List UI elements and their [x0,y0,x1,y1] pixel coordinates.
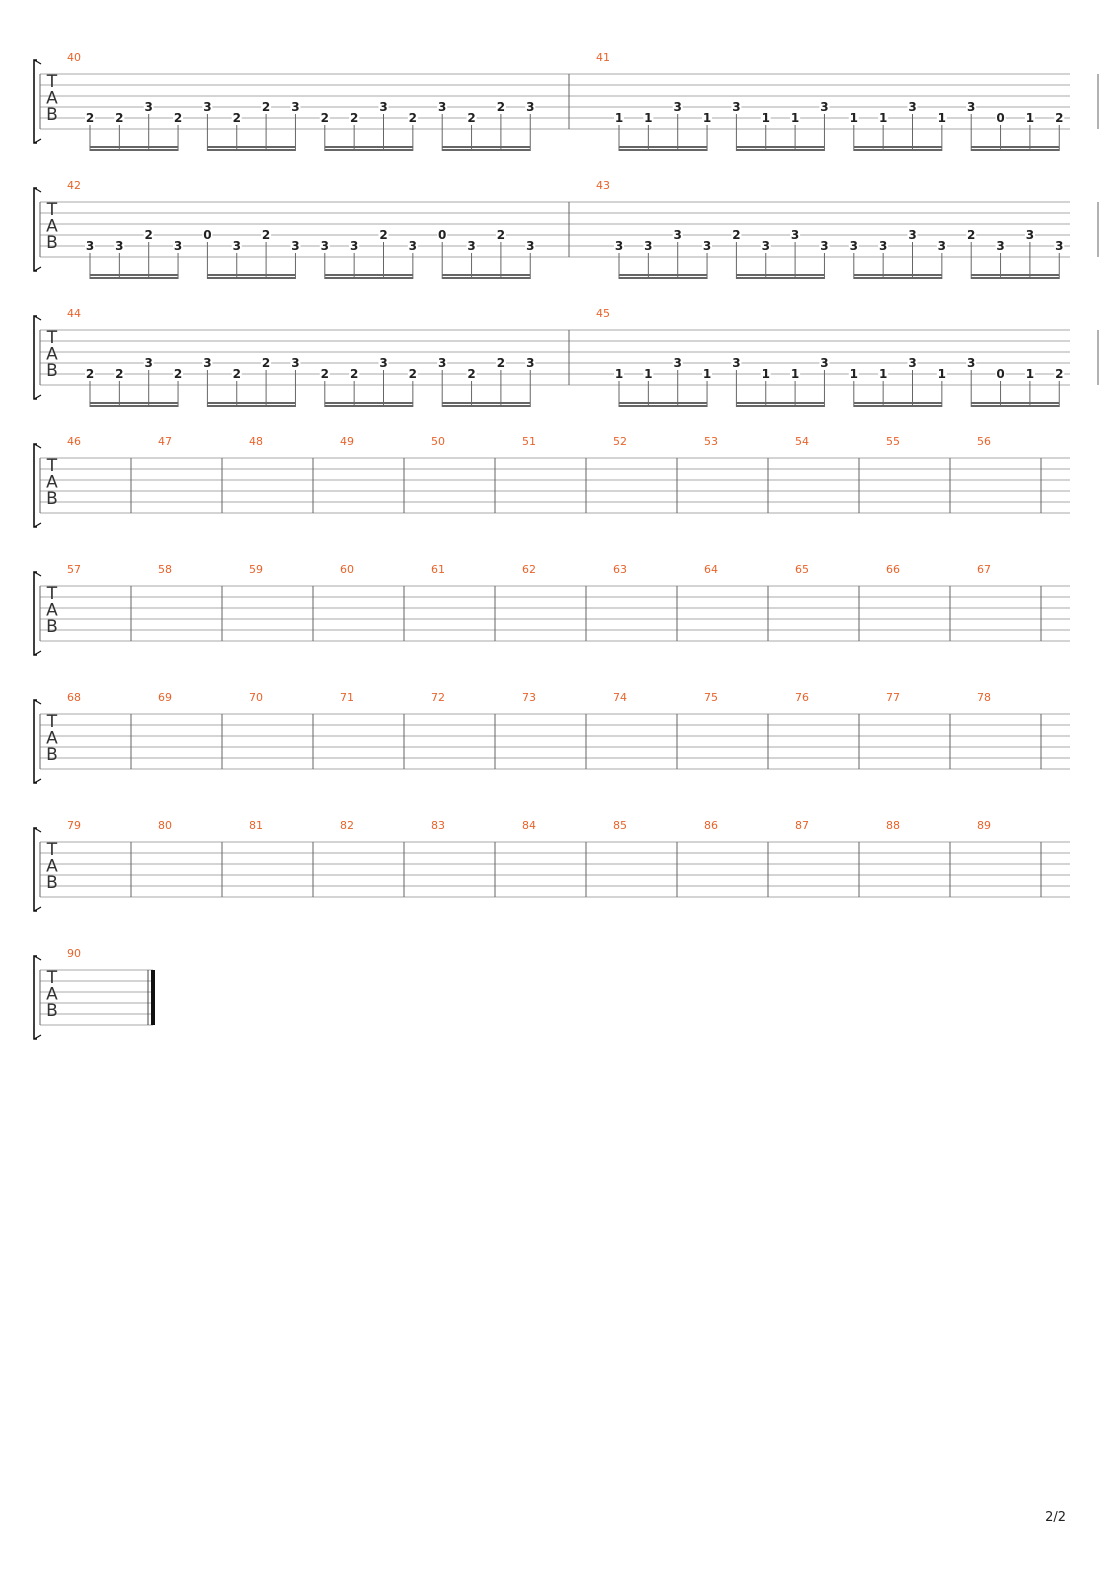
fret-number: 2 [144,228,153,242]
measure-number: 79 [67,819,81,832]
measure-number: 75 [704,691,718,704]
fret-number: 3 [291,239,300,253]
beam [854,405,942,407]
fret-number: 2 [379,228,388,242]
fret-number: 1 [790,111,800,125]
measure-number: 49 [340,435,354,448]
beam [325,274,413,276]
beam [736,149,824,151]
beam [442,149,530,151]
fret-number: 3 [908,356,917,370]
fret-number: 0 [203,228,212,242]
beam [619,405,707,407]
final-barline-thick [151,970,155,1025]
fret-number: 0 [996,111,1005,125]
measure-number: 78 [977,691,991,704]
fret-number: 3 [115,239,124,253]
measure-number: 63 [613,563,627,576]
measure-number: 42 [67,179,81,192]
beam [854,146,942,148]
tab-clef-letter: T [46,72,58,92]
fret-number: 1 [614,111,624,125]
measure-number: 41 [596,51,610,64]
beam [442,405,530,407]
measure-number: 68 [67,691,81,704]
fret-number: 2 [496,228,506,242]
fret-number: 1 [1025,111,1035,125]
fret-number: 2 [408,111,418,125]
fret-number: 2 [349,367,359,381]
tab-clef-letter: A [46,216,58,237]
fret-number: 1 [644,367,653,381]
measure-number: 72 [431,691,445,704]
system-bracket-bottom-hook [34,395,41,399]
measure-number: 90 [67,947,81,960]
fret-number: 3 [967,100,976,114]
system-bracket-bottom-hook [34,651,41,655]
fret-number: 3 [291,356,300,370]
system-bracket-bottom-hook [34,139,41,143]
tab-clef-letter: A [46,984,58,1005]
fret-number: 3 [849,239,858,253]
beam [854,149,942,151]
measure-number: 48 [249,435,263,448]
fret-number: 2 [467,111,476,125]
fret-number: 1 [702,111,712,125]
beam [442,277,530,279]
tab-clef-letter: T [46,712,58,732]
measure-number: 87 [795,819,809,832]
beam [325,405,413,407]
fret-number: 1 [878,111,888,125]
measure-number: 47 [158,435,172,448]
system-bracket-top-hook [34,828,41,832]
tab-clef-letter: B [46,617,58,637]
fret-number: 2 [115,367,124,381]
tab-clef-letter: B [46,873,58,893]
measure-number: 89 [977,819,991,832]
measure-number: 80 [158,819,172,832]
measure-number: 43 [596,179,610,192]
system-bracket-top-hook [34,316,41,320]
fret-number: 3 [937,239,947,253]
fret-number: 3 [732,356,741,370]
fret-number: 1 [849,111,858,125]
beam [90,402,178,404]
measure-number: 54 [795,435,809,448]
fret-number: 2 [496,100,506,114]
beam [207,277,295,279]
system-bracket [34,572,37,655]
tab-clef-letter: B [46,745,58,765]
measure-number: 52 [613,435,627,448]
measure-number: 66 [886,563,900,576]
system-bracket [34,444,37,527]
measure-number: 51 [522,435,536,448]
tab-clef-letter: A [46,472,58,493]
tab-clef-letter: T [46,840,58,860]
beam [325,402,413,404]
measure-number: 57 [67,563,81,576]
fret-number: 3 [526,100,535,114]
beam [442,274,530,276]
system-bracket-top-hook [34,572,41,576]
fret-number: 2 [115,111,124,125]
measure-number: 76 [795,691,809,704]
beam [442,402,530,404]
fret-number: 3 [967,356,976,370]
fret-number: 2 [173,111,183,125]
fret-number: 2 [85,111,95,125]
measure-number: 81 [249,819,263,832]
measure-number: 74 [613,691,627,704]
measure-number: 77 [886,691,900,704]
fret-number: 1 [702,367,712,381]
fret-number: 2 [261,228,271,242]
measure-number: 82 [340,819,354,832]
measure-number: 69 [158,691,172,704]
fret-number: 0 [996,367,1005,381]
fret-number: 3 [673,100,682,114]
fret-number: 2 [732,228,741,242]
fret-number: 3 [820,100,829,114]
tab-clef-letter: B [46,1001,58,1021]
beam [971,146,1059,148]
fret-number: 3 [996,239,1005,253]
fret-number: 2 [261,356,271,370]
fret-number: 2 [467,367,476,381]
beam [325,146,413,148]
beam [971,405,1059,407]
fret-number: 3 [144,100,153,114]
fret-number: 3 [291,100,300,114]
beam [971,274,1059,276]
fret-number: 1 [761,367,770,381]
measure-number: 40 [67,51,81,64]
beam [971,402,1059,404]
fret-number: 1 [849,367,858,381]
beam [736,274,824,276]
measure-number: 58 [158,563,172,576]
tab-clef-letter: B [46,489,58,509]
measure-number: 73 [522,691,536,704]
tab-clef-letter: T [46,328,58,348]
fret-number: 3 [408,239,418,253]
system-bracket-top-hook [34,700,41,704]
tab-clef-letter: T [46,200,58,220]
beam [90,277,178,279]
system-bracket-bottom-hook [34,779,41,783]
system-bracket-top-hook [34,60,41,64]
beam [736,277,824,279]
measure-number: 44 [67,307,81,320]
system-bracket [34,188,37,271]
system-bracket-top-hook [34,956,41,960]
fret-number: 2 [232,367,241,381]
fret-number: 1 [644,111,653,125]
beam [207,146,295,148]
beam [90,146,178,148]
measure-number: 46 [67,435,81,448]
tab-clef-letter: B [46,233,58,253]
beam [442,146,530,148]
system-bracket-bottom-hook [34,1035,41,1039]
fret-number: 3 [732,100,741,114]
beam [207,274,295,276]
fret-number: 3 [820,356,829,370]
measure-number: 84 [522,819,536,832]
fret-number: 2 [967,228,976,242]
tab-clef-letter: T [46,968,58,988]
measure-number: 83 [431,819,445,832]
beam [619,277,707,279]
fret-number: 3 [203,100,212,114]
measure-number: 50 [431,435,445,448]
measure-number: 60 [340,563,354,576]
beam [736,405,824,407]
fret-number: 3 [673,356,682,370]
fret-number: 3 [320,239,329,253]
fret-number: 2 [496,356,506,370]
fret-number: 1 [1025,367,1035,381]
measure-number: 88 [886,819,900,832]
measure-number: 62 [522,563,536,576]
beam [207,402,295,404]
measure-number: 67 [977,563,991,576]
beam [854,277,942,279]
page-number: 2/2 [1045,1510,1066,1525]
measure-number: 45 [596,307,610,320]
fret-number: 0 [438,228,447,242]
beam [854,402,942,404]
fret-number: 3 [349,239,359,253]
tab-clef-letter: A [46,856,58,877]
system-bracket-top-hook [34,444,41,448]
beam [207,405,295,407]
measure-number: 59 [249,563,263,576]
measure-number: 70 [249,691,263,704]
measure-number: 86 [704,819,718,832]
measure-number: 64 [704,563,718,576]
fret-number: 2 [1055,367,1064,381]
fret-number: 2 [261,100,271,114]
beam [325,149,413,151]
system-bracket [34,700,37,783]
beam [619,149,707,151]
fret-number: 2 [408,367,418,381]
fret-number: 3 [1025,228,1035,242]
fret-number: 3 [438,356,447,370]
fret-number: 3 [379,356,388,370]
beam [736,402,824,404]
fret-number: 3 [526,356,535,370]
system-bracket [34,828,37,911]
fret-number: 3 [820,239,829,253]
beam [619,274,707,276]
beam [90,149,178,151]
fret-number: 2 [1055,111,1064,125]
fret-number: 2 [232,111,241,125]
fret-number: 3 [232,239,241,253]
fret-number: 3 [203,356,212,370]
fret-number: 3 [673,228,682,242]
measure-number: 71 [340,691,354,704]
fret-number: 3 [467,239,476,253]
tab-clef-letter: A [46,88,58,109]
measure-number: 61 [431,563,445,576]
measure-number: 53 [704,435,718,448]
fret-number: 3 [379,100,388,114]
fret-number: 3 [438,100,447,114]
fret-number: 3 [1055,239,1064,253]
beam [90,274,178,276]
system-bracket [34,316,37,399]
beam [207,149,295,151]
system-bracket-bottom-hook [34,267,41,271]
system-bracket-bottom-hook [34,523,41,527]
measure-number: 65 [795,563,809,576]
beam [325,277,413,279]
fret-number: 3 [644,239,653,253]
fret-number: 3 [908,100,917,114]
tab-clef-letter: T [46,584,58,604]
fret-number: 3 [144,356,153,370]
tab-clef-letter: A [46,600,58,621]
fret-number: 1 [790,367,800,381]
measure-number: 55 [886,435,900,448]
tab-clef-letter: A [46,344,58,365]
tab-clef-letter: A [46,728,58,749]
fret-number: 2 [173,367,183,381]
beam [971,149,1059,151]
fret-number: 2 [349,111,359,125]
system-bracket-top-hook [34,188,41,192]
fret-number: 2 [320,111,329,125]
fret-number: 2 [85,367,95,381]
measure-number: 56 [977,435,991,448]
fret-number: 1 [937,111,947,125]
tab-clef-letter: B [46,105,58,125]
fret-number: 3 [614,239,624,253]
fret-number: 3 [702,239,712,253]
beam [619,402,707,404]
fret-number: 3 [173,239,183,253]
fret-number: 1 [937,367,947,381]
beam [736,146,824,148]
beam [854,274,942,276]
beam [971,277,1059,279]
fret-number: 1 [761,111,770,125]
tab-clef-letter: T [46,456,58,476]
fret-number: 3 [761,239,770,253]
fret-number: 3 [526,239,535,253]
fret-number: 1 [878,367,888,381]
fret-number: 3 [878,239,888,253]
beam [90,405,178,407]
fret-number: 3 [790,228,800,242]
system-bracket [34,60,37,143]
tab-clef-letter: B [46,361,58,381]
fret-number: 1 [614,367,624,381]
system-bracket-bottom-hook [34,907,41,911]
fret-number: 3 [85,239,95,253]
measure-number: 85 [613,819,627,832]
fret-number: 2 [320,367,329,381]
fret-number: 3 [908,228,917,242]
system-bracket [34,956,37,1039]
beam [619,146,707,148]
